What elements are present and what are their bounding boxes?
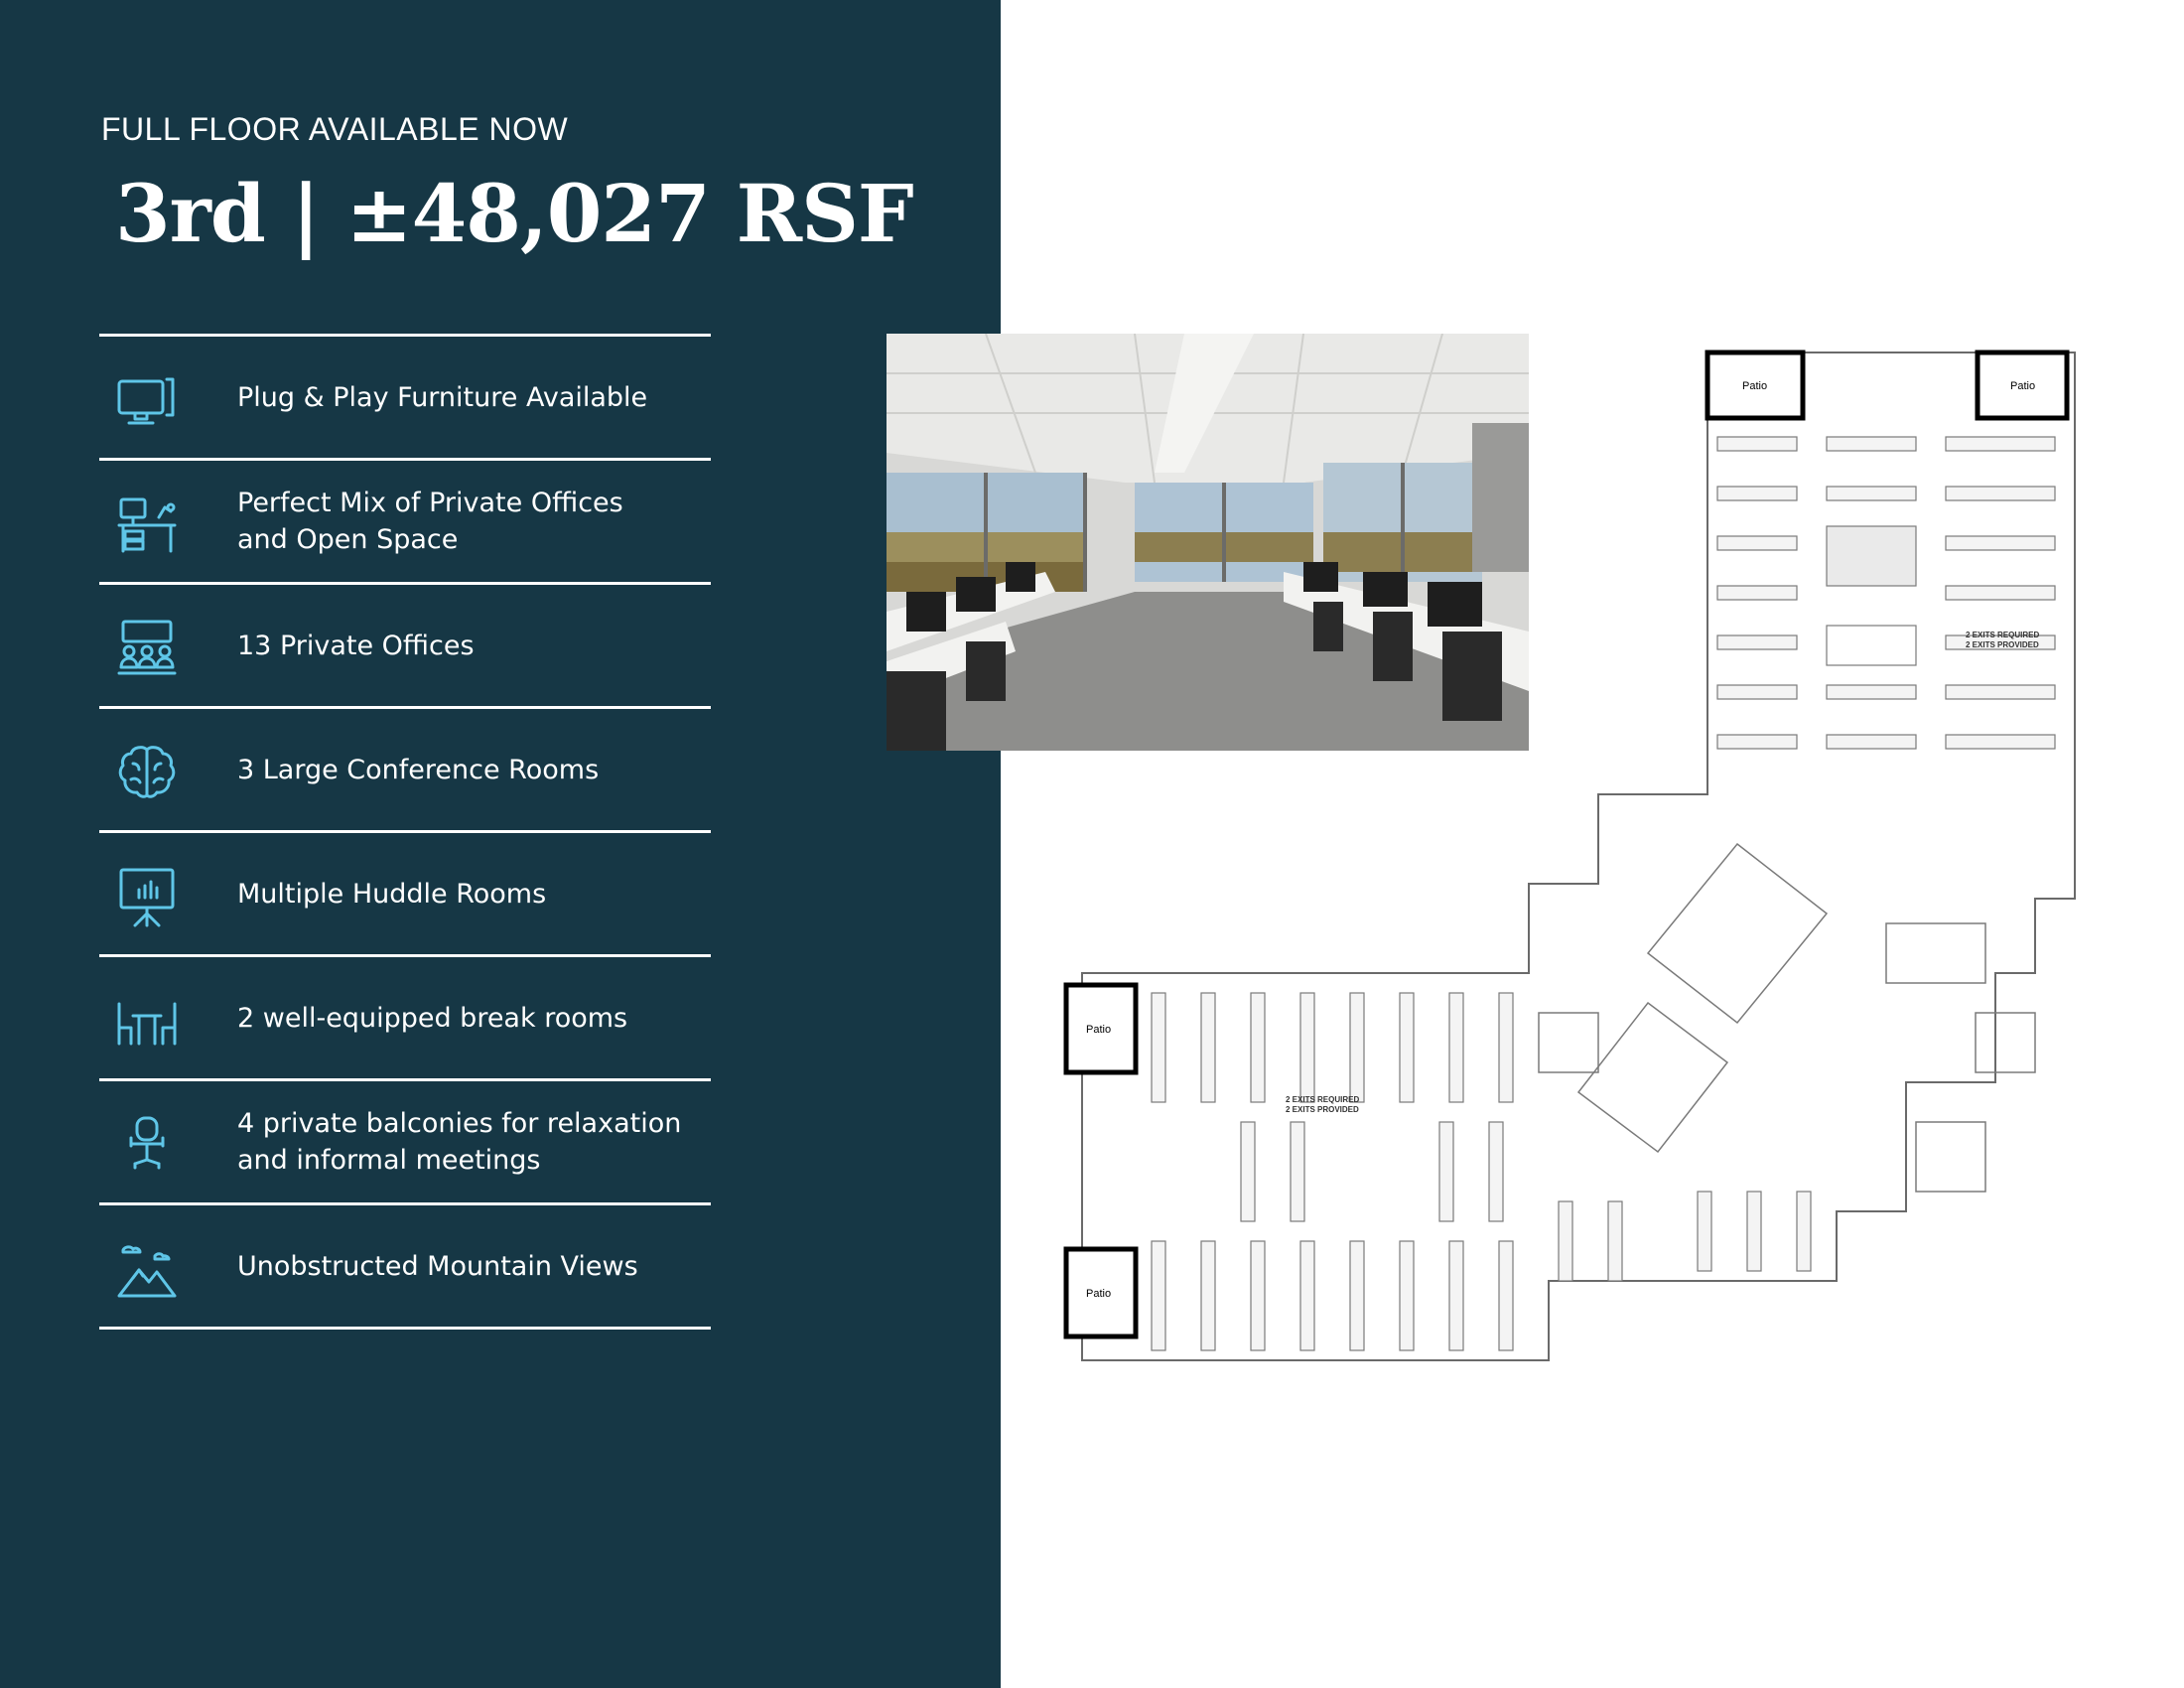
- feature-text: [237, 585, 694, 706]
- feature-line: 2 well-equipped break rooms: [237, 1002, 628, 1034]
- feature-line: 13 Private Offices: [237, 630, 475, 661]
- exits-note: 2 EXITS PROVIDED: [1966, 640, 2039, 649]
- feature-row-office-mix: [99, 461, 711, 582]
- divider: [99, 1327, 711, 1330]
- feature-row-break-rooms: [99, 957, 711, 1078]
- feature-text: [237, 709, 694, 830]
- feature-row-private-offices: [99, 585, 711, 706]
- feature-line: Unobstructed Mountain Views: [237, 1250, 638, 1282]
- feature-line: Multiple Huddle Rooms: [237, 878, 547, 910]
- exits-note: 2 EXITS REQUIRED: [1286, 1095, 1360, 1104]
- feature-line: Plug & Play Furniture Available: [237, 381, 648, 413]
- feature-line: and Open Space: [237, 524, 459, 555]
- floor-size-headline: 3rd | ±48,027 RSF: [115, 167, 913, 260]
- feature-text: [237, 461, 694, 582]
- feature-text: [237, 1205, 694, 1327]
- feature-text: [237, 833, 694, 954]
- patio-label: Patio: [1742, 380, 1768, 392]
- feature-line: Perfect Mix of Private Offices: [237, 488, 623, 518]
- availability-kicker: FULL FLOOR AVAILABLE NOW: [101, 111, 569, 147]
- table-chairs-icon: [115, 990, 179, 1054]
- feature-text: [237, 337, 694, 458]
- feature-row-conference-rooms: [99, 709, 711, 830]
- patio-boxes: [1066, 352, 2067, 1336]
- feature-row-huddle-rooms: [99, 833, 711, 954]
- patio-label: Patio: [1086, 1024, 1112, 1036]
- feature-line: 4 private balconies for relaxation: [237, 1108, 682, 1139]
- feature-line: 3 Large Conference Rooms: [237, 754, 600, 785]
- chair-icon: [115, 1114, 179, 1178]
- feature-row-balconies: [99, 1081, 711, 1202]
- feature-row-furniture: [99, 337, 711, 458]
- feature-text: [237, 957, 694, 1078]
- monitor-icon: [115, 369, 179, 433]
- brain-icon: [115, 742, 179, 805]
- feature-text: [237, 1081, 694, 1202]
- left-panel: [0, 0, 1001, 1688]
- mountain-icon: [115, 1238, 179, 1302]
- patio-label: Patio: [1086, 1288, 1112, 1300]
- feature-line: and informal meetings: [237, 1145, 541, 1176]
- desk-workstation-icon: [115, 493, 179, 557]
- feature-row-mountain-views: [99, 1205, 711, 1327]
- meeting-room-icon: [115, 618, 179, 681]
- floor-plan: [1042, 328, 2085, 1370]
- presentation-board-icon: [115, 866, 179, 929]
- exits-note: 2 EXITS REQUIRED: [1966, 631, 2040, 639]
- patio-label: Patio: [2010, 380, 2036, 392]
- exits-note: 2 EXITS PROVIDED: [1286, 1105, 1359, 1114]
